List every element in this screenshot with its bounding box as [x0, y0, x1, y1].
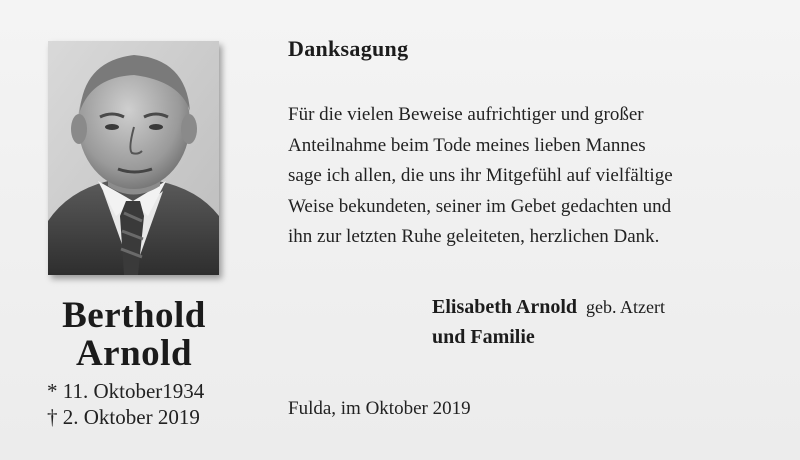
signer-family: und Familie [432, 326, 535, 348]
notice-body [288, 100, 673, 253]
death-date: † 2. Oktober 2019 [47, 405, 200, 429]
notice-heading: Danksagung [288, 36, 409, 61]
signature-block [432, 292, 665, 352]
notice-line: Weise bekundeten, seiner im Gebet gedachten und [288, 195, 672, 217]
notice-line: ihn zur letzten Ruhe geleiteten, herzlichen Dank. [288, 226, 660, 247]
birth-date: * 11. Oktober1934 [47, 379, 205, 403]
signer-name: Elisabeth Arnold [432, 296, 578, 318]
signer-maiden-name: geb. Atzert [586, 297, 666, 317]
portrait-photo [48, 41, 219, 275]
notice-line: sage ich allen, die uns ihr Mitgefühl auf vielfältige [288, 165, 673, 186]
notice-line: Für die vielen Beweise aufrichtiger und großer [288, 104, 644, 125]
place-and-date: Fulda, im Oktober 2019 [288, 398, 471, 419]
deceased-first-name: Berthold [62, 295, 206, 336]
deceased-last-name: Arnold [75, 333, 193, 374]
notice-line: Anteilnahme beim Tode meines lieben Mannes [288, 134, 646, 156]
life-dates [47, 378, 204, 430]
